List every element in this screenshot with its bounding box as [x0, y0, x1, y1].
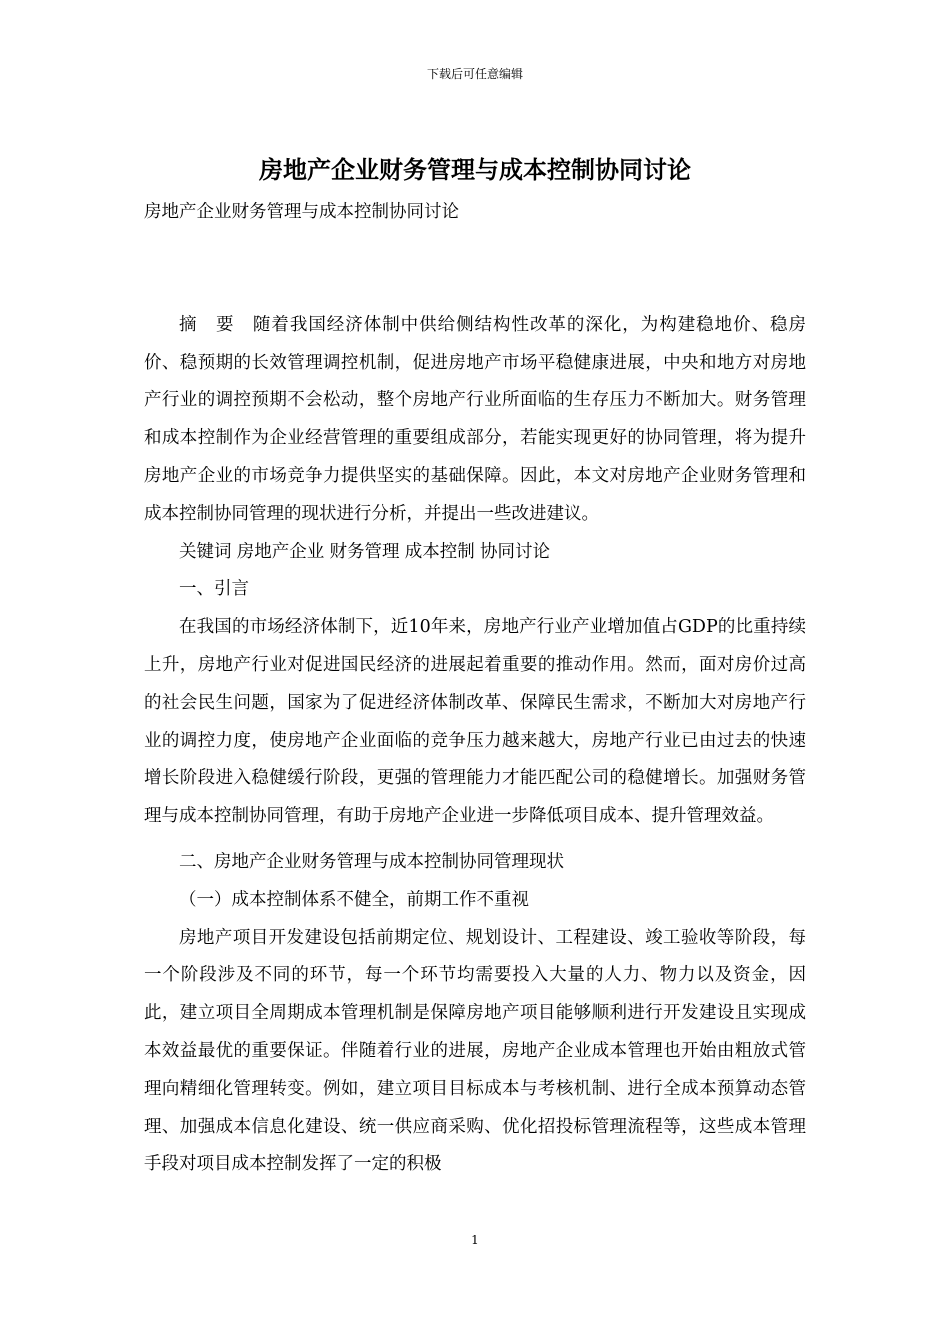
section-paragraph: 在我国的市场经济体制下，近10年来，房地产行业产业增加值占GDP的比重持续上升，房地产行业对促进国民经济的进展起着重要的推动作用。然而，面对房价过高的社会民生问题，国家为了促进经济体制改革、保障民生需求，不断加大对房地产行业的调控力度，使房地产企业面临的竞争压力越来越大，房地产行业已由过去的快速增长阶段进入稳健缓行阶段，更强的管理能力才能匹配公司的稳健增长。加强财务管理与成本控制协同管理，有助于房地产企业进一步降低项目成本、提升管理效益。 [144, 617, 806, 827]
keywords-line [144, 534, 806, 572]
document-subtitle: 房地产企业财务管理与成本控制协同讨论 [144, 202, 459, 222]
header-note: 下载后可任意编辑 [426, 67, 523, 81]
keyword-item: 成本控制 [404, 541, 475, 562]
spacer [144, 232, 806, 307]
document-title: 房地产企业财务管理与成本控制协同讨论 [259, 155, 691, 184]
abstract-paragraph [144, 307, 806, 534]
page-number: 1 [471, 1233, 479, 1247]
keyword-item: 房地产企业 [236, 541, 325, 562]
document-body [144, 194, 806, 1184]
section-heading: 二、房地产企业财务管理与成本控制协同管理现状 [179, 851, 564, 872]
section-heading: 一、引言 [179, 579, 249, 600]
abstract-text: 随着我国经济体制中供给侧结构性改革的深化，为构建稳地价、稳房价、稳预期的长效管理调控机制，促进房地产市场平稳健康进展，中央和地方对房地产行业的调控预期不会松动，整个房地产行业所面临的生存压力不断加大。财务管理和成本控制作为企业经营管理的重要组成部分，若能实现更好的协同管理，将为提升房地产企业的市场竞争力提供坚实的基础保障。因此，本文对房地产企业财务管理和成本控制协同管理的现状进行分析，并提出一些改进建议。 [144, 314, 807, 524]
spacer [144, 836, 806, 844]
keywords-label: 关键词 [179, 541, 232, 562]
section-paragraph: 房地产项目开发建设包括前期定位、规划设计、工程建设、竣工验收等阶段，每一个阶段涉及不同的环节，每一个环节均需要投入大量的人力、物力以及资金，因此，建立项目全周期成本管理机制是保障房地产项目能够顺利进行开发建设且实现成本效益最优的重要保证。伴随着行业的进展，房地产企业成本管理也开始由粗放式管理向精细化管理转变。例如，建立项目目标成本与考核机制、进行全成本预算动态管理、加强成本信息化建设、统一供应商采购、优化招投标管理流程等，这些成本管理手段对项目成本控制发挥了一定的积极 [144, 927, 806, 1175]
keyword-item: 协同讨论 [480, 541, 550, 562]
subsection-heading: （一）成本控制体系不健全，前期工作不重视 [179, 889, 529, 910]
keyword-item: 财务管理 [329, 541, 400, 562]
abstract-label: 摘 要 [179, 314, 235, 335]
